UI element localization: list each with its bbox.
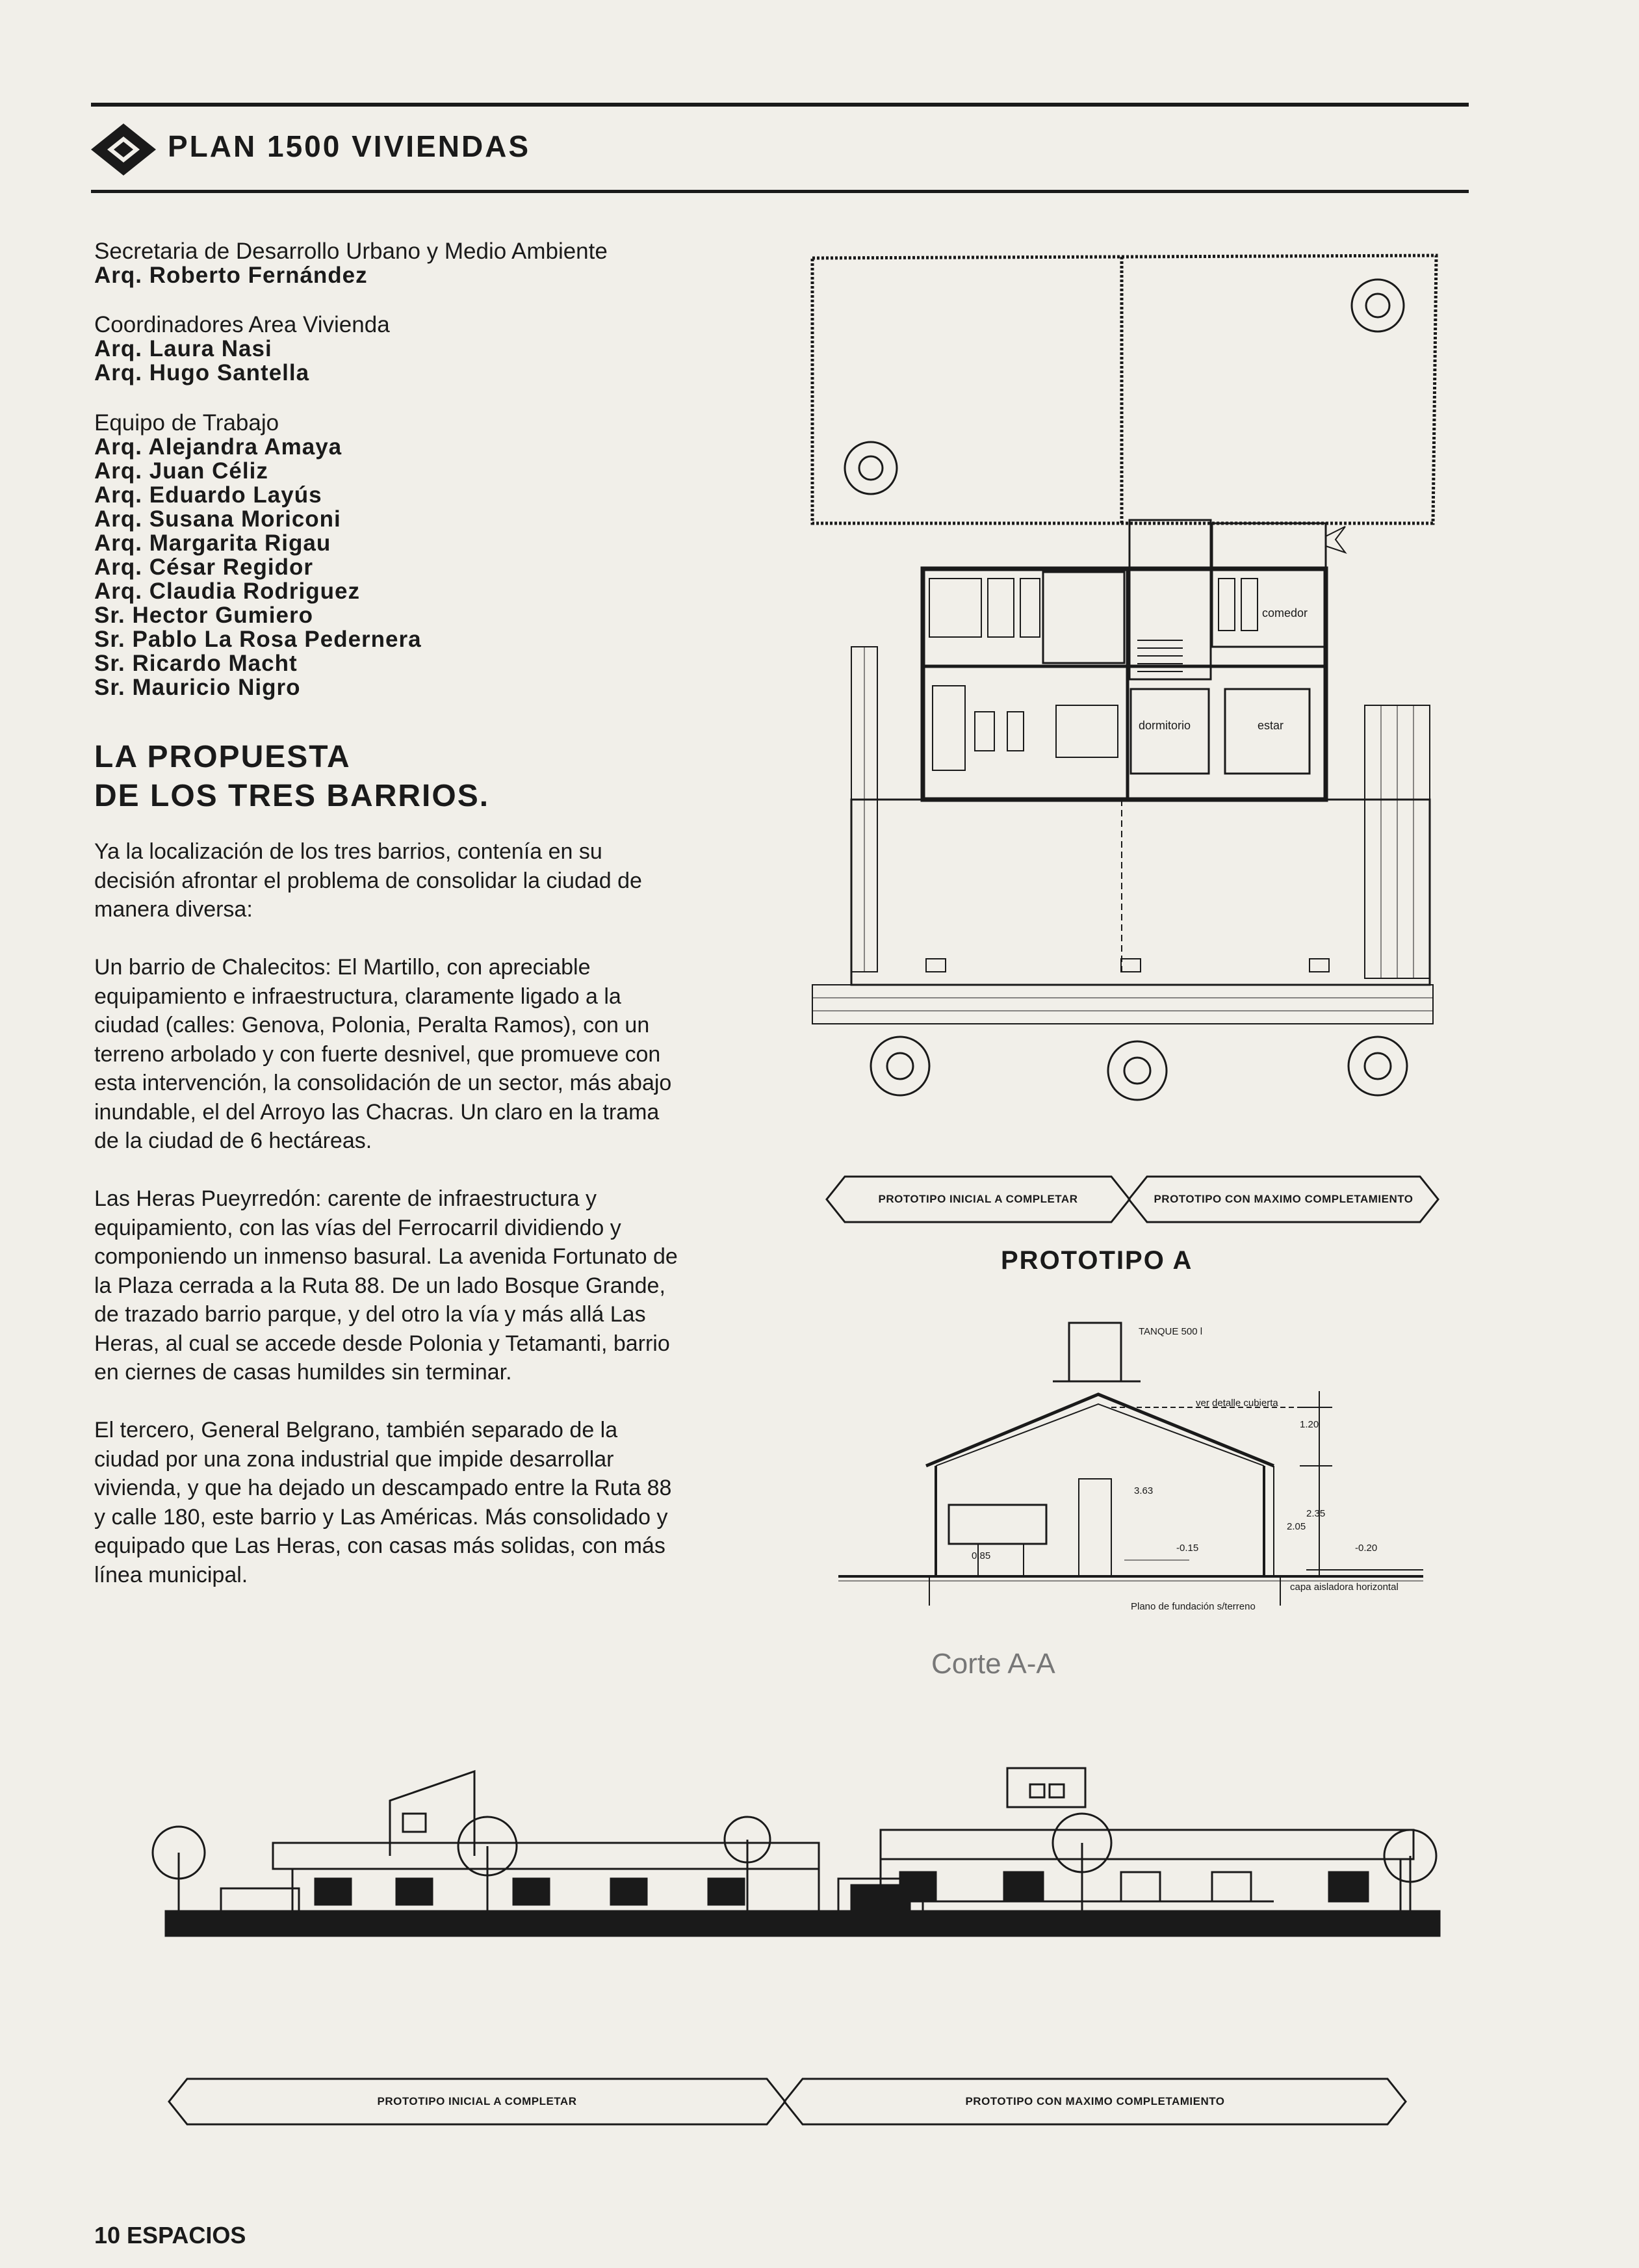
credit-name: Sr. Hector Gumiero: [94, 603, 313, 628]
plan-arrow-label-right: [1128, 1175, 1439, 1223]
body-paragraph-4: [94, 1416, 764, 1589]
header-bottom-rule: [91, 190, 1469, 193]
text-line: ciudad (calles: Genova, Polonia, Peralta Ramos), con un: [94, 1013, 650, 1037]
text-line: manera diversa:: [94, 897, 253, 922]
elevation-arrow-label-left: [168, 2078, 786, 2126]
text-line: vivienda, y que ha dejado un descampado entre la Ruta 88: [94, 1476, 672, 1500]
credit-name: Arq. Claudia Rodriguez: [94, 579, 360, 604]
credit-name: Arq. Laura Nasi: [94, 336, 272, 361]
text-line: decisión afrontar el problema de consolidar la ciudad de: [94, 868, 642, 893]
dim-note: Plano de fundación s/terreno: [1131, 1601, 1256, 1612]
arrow-label-text: PROTOTIPO INICIAL A COMPLETAR: [377, 2095, 577, 2107]
elevation-arrow-label-right: [783, 2078, 1407, 2126]
text-line: esta intervención, la consolidación de un sector, más abajo: [94, 1071, 672, 1095]
section-heading-line: LA PROPUESTA: [94, 740, 351, 774]
room-label-estar: estar: [1258, 719, 1284, 732]
text-line: de trazado barrio parque, y del otro la vía y más allá Las: [94, 1302, 646, 1327]
section-caption: Corte A-A: [931, 1648, 1055, 1680]
dim-value: -0.15: [1176, 1543, 1199, 1554]
dim-note: capa aisladora horizontal: [1290, 1582, 1399, 1593]
plan-arrow-label-left: [825, 1175, 1131, 1223]
site-floor-plan: [793, 250, 1443, 1134]
arrow-label-text: PROTOTIPO INICIAL A COMPLETAR: [878, 1193, 1078, 1205]
tank-note: TANQUE 500 l: [1139, 1326, 1203, 1337]
text-line: la Plaza cerrada a la Ruta 88. De un lado Bosque Grande,: [94, 1273, 665, 1298]
text-line: línea municipal.: [94, 1562, 248, 1587]
credit-name: Sr. Mauricio Nigro: [94, 675, 301, 700]
dim-value: 0.85: [972, 1550, 991, 1561]
street-elevation: [136, 1755, 1449, 1963]
page-title: PLAN 1500 VIVIENDAS: [168, 129, 531, 163]
dim-value: -0.20: [1355, 1543, 1378, 1554]
text-line: Un barrio de Chalecitos: El Martillo, con apreciable: [94, 955, 591, 980]
text-line: de la ciudad de 6 hectáreas.: [94, 1128, 372, 1153]
text-line: en ciernes de casas humildes sin terminar.: [94, 1360, 512, 1385]
text-line: inundable, el del Arroyo las Chacras. Un claro en la trama: [94, 1099, 660, 1125]
credit-name: Arq. Eduardo Layús: [94, 482, 322, 508]
credit-name: Arq. Alejandra Amaya: [94, 434, 342, 460]
text-line: y calle 180, este barrio y Las Américas. Más consolidado y: [94, 1504, 668, 1530]
magazine-logo-icon: [88, 120, 159, 179]
dim-note: ver detalle cubierta: [1196, 1398, 1278, 1409]
room-label-comedor: comedor: [1262, 606, 1308, 619]
dim-value: 2.05: [1287, 1521, 1306, 1532]
section-heading: [94, 738, 489, 816]
credit-name: Sr. Ricardo Macht: [94, 651, 298, 676]
credit-name: Arq. Roberto Fernández: [94, 263, 368, 288]
dim-value: 2.35: [1306, 1508, 1326, 1519]
arrow-label-text: PROTOTIPO CON MAXIMO COMPLETAMIENTO: [1154, 1193, 1413, 1205]
dim-value: 1.20: [1300, 1419, 1319, 1430]
header-top-rule: [91, 103, 1469, 107]
credit-role: Coordinadores Area Vivienda: [94, 312, 390, 337]
credit-name: Arq. Susana Moriconi: [94, 506, 341, 532]
credit-name: Arq. Margarita Rigau: [94, 530, 331, 556]
credit-name: Arq. Juan Céliz: [94, 458, 268, 484]
arrow-label-text: PROTOTIPO CON MAXIMO COMPLETAMIENTO: [965, 2095, 1225, 2107]
section-heading-line: DE LOS TRES BARRIOS.: [94, 779, 490, 813]
text-line: equipado que Las Heras, con casas más solidas, con más: [94, 1533, 665, 1558]
text-line: Ya la localización de los tres barrios, contenía en su: [94, 839, 602, 864]
text-line: ciudad por una zona industrial que impide desarrollar: [94, 1446, 614, 1472]
text-line: El tercero, General Belgrano, también separado de la: [94, 1418, 618, 1442]
text-line: Heras, al cual se accede desde Polonia y Tetamanti, barrio: [94, 1331, 670, 1356]
credit-role: Secretaria de Desarrollo Urbano y Medio Ambiente: [94, 239, 608, 264]
body-paragraph-1: [94, 837, 764, 924]
credit-role: Equipo de Trabajo: [94, 410, 279, 436]
text-line: terreno arbolado y con fuerte desnivel, que promueve con: [94, 1041, 661, 1067]
credit-name: Arq. Hugo Santella: [94, 360, 310, 385]
body-paragraph-2: [94, 953, 764, 1156]
page-footer: 10 ESPACIOS: [94, 2222, 246, 2248]
text-line: equipamiento e infraestructura, claramente ligado a la: [94, 984, 621, 1009]
room-label-dormitorio: dormitorio: [1139, 719, 1191, 732]
dim-value: 3.63: [1134, 1485, 1154, 1496]
credits-secretaria: [94, 239, 608, 287]
text-line: equipamiento, con las vías del Ferrocarril dividiendo y: [94, 1215, 621, 1240]
credit-name: Arq. César Regidor: [94, 554, 313, 580]
credits-coordinadores: [94, 313, 390, 385]
body-paragraph-3: [94, 1184, 764, 1387]
credits-equipo: [94, 411, 422, 699]
credit-name: Sr. Pablo La Rosa Pedernera: [94, 627, 422, 652]
prototype-title: PROTOTIPO A: [1001, 1246, 1193, 1275]
section-drawing: [838, 1313, 1436, 1651]
text-line: componiendo un inmenso basural. La avenida Fortunato de: [94, 1244, 678, 1269]
text-line: Las Heras Pueyrredón: carente de infraestructura y: [94, 1186, 597, 1211]
